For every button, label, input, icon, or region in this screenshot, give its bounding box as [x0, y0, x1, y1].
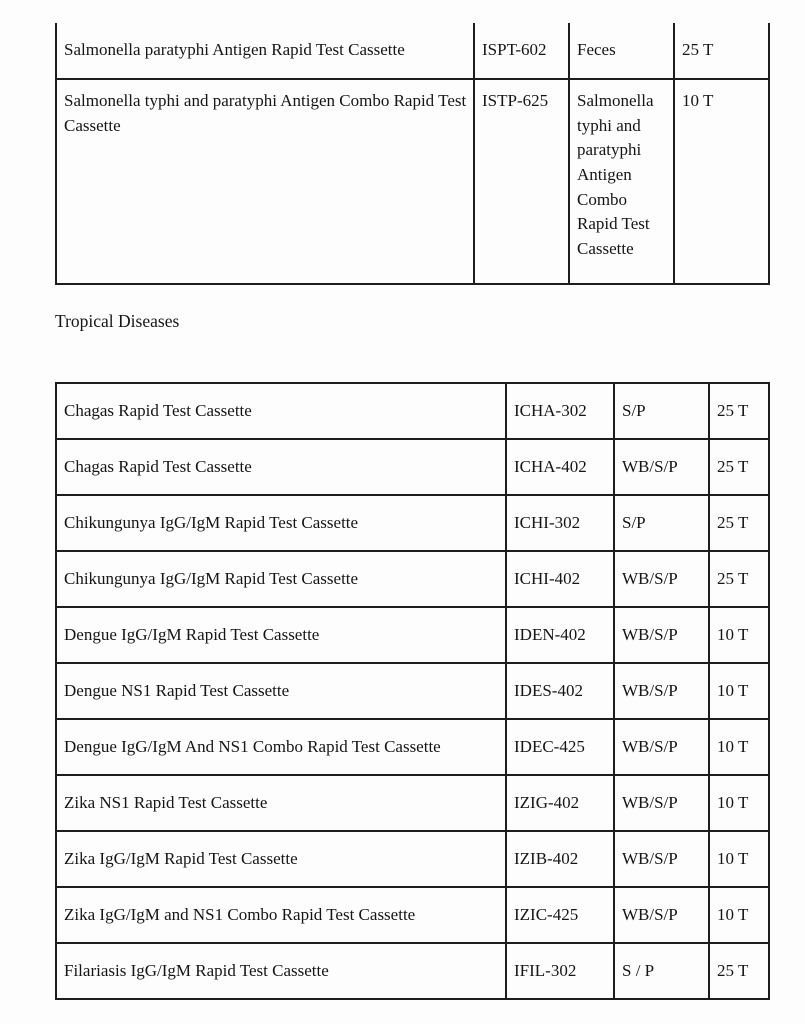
- specimen-cell: WB/S/P: [614, 551, 709, 607]
- section-heading-tropical-diseases: Tropical Diseases: [55, 311, 180, 331]
- quantity-cell: 10 T: [709, 831, 769, 887]
- table-row: [56, 719, 769, 775]
- product-name-cell: Zika NS1 Rapid Test Cassette: [56, 775, 506, 831]
- quantity-cell: 25 T: [674, 23, 769, 79]
- catalog-number-cell: ISPT-602: [474, 23, 569, 79]
- specimen-cell: WB/S/P: [614, 831, 709, 887]
- table-row: [56, 439, 769, 495]
- table-row: [56, 607, 769, 663]
- tropical-diseases-table: [55, 382, 770, 1000]
- specimen-cell: WB/S/P: [614, 719, 709, 775]
- specimen-cell: WB/S/P: [614, 439, 709, 495]
- table-row: [56, 943, 769, 999]
- table-row: [56, 887, 769, 943]
- product-name-cell: Zika IgG/IgM Rapid Test Cassette: [56, 831, 506, 887]
- quantity-cell: 25 T: [709, 943, 769, 999]
- quantity-cell: 10 T: [709, 663, 769, 719]
- product-name-cell: Salmonella paratyphi Antigen Rapid Test Cassette: [56, 23, 474, 79]
- quantity-cell: 10 T: [709, 887, 769, 943]
- product-name-cell: Dengue NS1 Rapid Test Cassette: [56, 663, 506, 719]
- catalog-number-cell: IDES-402: [506, 663, 614, 719]
- catalog-number-cell: IZIC-425: [506, 887, 614, 943]
- specimen-cell: S / P: [614, 943, 709, 999]
- product-name-cell: Filariasis IgG/IgM Rapid Test Cassette: [56, 943, 506, 999]
- catalog-number-cell: IDEC-425: [506, 719, 614, 775]
- specimen-cell: Feces: [569, 23, 674, 79]
- specimen-cell: S/P: [614, 495, 709, 551]
- quantity-cell: 25 T: [709, 495, 769, 551]
- specimen-cell: WB/S/P: [614, 887, 709, 943]
- enteric-products-table: [55, 23, 770, 285]
- specimen-cell: WB/S/P: [614, 607, 709, 663]
- quantity-cell: 25 T: [709, 551, 769, 607]
- table-row: [56, 23, 769, 79]
- table-row: [56, 831, 769, 887]
- specimen-cell: WB/S/P: [614, 775, 709, 831]
- specimen-cell: Salmonella typhi and paratyphi Antigen Combo Rapid Test Cassette: [569, 79, 674, 284]
- quantity-cell: 10 T: [709, 775, 769, 831]
- catalog-number-cell: IDEN-402: [506, 607, 614, 663]
- quantity-cell: 10 T: [709, 719, 769, 775]
- quantity-cell: 25 T: [709, 439, 769, 495]
- quantity-cell: 25 T: [709, 383, 769, 439]
- product-name-cell: Zika IgG/IgM and NS1 Combo Rapid Test Cassette: [56, 887, 506, 943]
- product-name-cell: Dengue IgG/IgM Rapid Test Cassette: [56, 607, 506, 663]
- table-row: [56, 663, 769, 719]
- product-name-cell: Chikungunya IgG/IgM Rapid Test Cassette: [56, 495, 506, 551]
- product-name-cell: Salmonella typhi and paratyphi Antigen Combo Rapid Test Cassette: [56, 79, 474, 284]
- table-row: [56, 551, 769, 607]
- specimen-cell: S/P: [614, 383, 709, 439]
- quantity-cell: 10 T: [674, 79, 769, 284]
- table-row: [56, 383, 769, 439]
- catalog-number-cell: ICHA-302: [506, 383, 614, 439]
- catalog-number-cell: IZIG-402: [506, 775, 614, 831]
- catalog-number-cell: ICHA-402: [506, 439, 614, 495]
- table-row: [56, 79, 769, 284]
- quantity-cell: 10 T: [709, 607, 769, 663]
- catalog-number-cell: ISTP-625: [474, 79, 569, 284]
- specimen-cell: WB/S/P: [614, 663, 709, 719]
- product-name-cell: Chikungunya IgG/IgM Rapid Test Cassette: [56, 551, 506, 607]
- product-name-cell: Chagas Rapid Test Cassette: [56, 383, 506, 439]
- product-name-cell: Dengue IgG/IgM And NS1 Combo Rapid Test Cassette: [56, 719, 506, 775]
- catalog-number-cell: ICHI-402: [506, 551, 614, 607]
- table-row: [56, 495, 769, 551]
- catalog-number-cell: IZIB-402: [506, 831, 614, 887]
- catalog-number-cell: ICHI-302: [506, 495, 614, 551]
- table-row: [56, 775, 769, 831]
- catalog-number-cell: IFIL-302: [506, 943, 614, 999]
- product-name-cell: Chagas Rapid Test Cassette: [56, 439, 506, 495]
